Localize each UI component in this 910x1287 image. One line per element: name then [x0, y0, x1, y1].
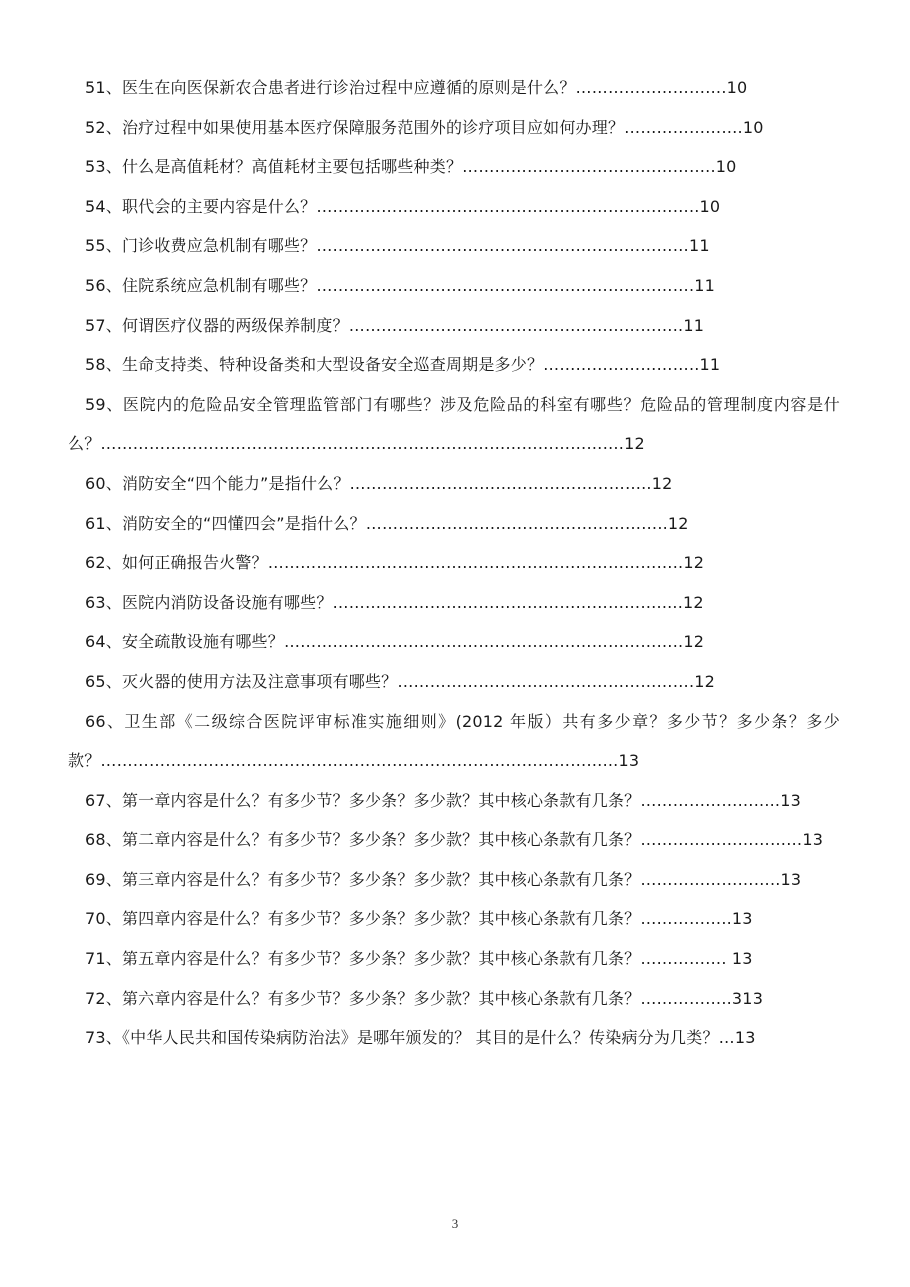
- toc-entry-55[interactable]: 55、门诊收费应急机制有哪些？……………………………………………………………11: [85, 236, 710, 256]
- toc-entry-67[interactable]: 67、第一章内容是什么？有多少节？多少条？多少款？其中核心条款有几条？………………….....13: [85, 790, 801, 810]
- toc-entry-61[interactable]: 61、消防安全的“四懂四会”是指什么？………………………………………………..12: [85, 513, 689, 533]
- toc-entry-56[interactable]: 56、住院系统应急机制有哪些？…………………………………………………………….11: [85, 275, 716, 295]
- toc-entry-73[interactable]: 73、《中华人民共和国传染病防治法》是哪年颁发的？ 其目的是什么？传染病分为几类？…13: [85, 1028, 756, 1048]
- toc-entry-62[interactable]: 62、如何正确报告火警？…………………………………………………………………..12: [85, 553, 705, 573]
- toc-entry-58[interactable]: 58、生命支持类、特种设备类和大型设备安全巡查周期是多少？………………………..11: [85, 355, 721, 375]
- toc-entry-71[interactable]: 71、第五章内容是什么？有多少节？多少条？多少款？其中核心条款有几条？……………. 13: [85, 949, 753, 969]
- toc-entry-53[interactable]: 53、什么是高值耗材？高值耗材主要包括哪些种类？………………………………………..10: [85, 157, 737, 177]
- toc-entry-72[interactable]: 72、第六章内容是什么？有多少节？多少条？多少款？其中核心条款有几条？……………..313: [85, 988, 764, 1008]
- toc-entry-63[interactable]: 63、医院内消防设备设施有哪些？…………………………………………………….....12: [85, 592, 704, 612]
- toc-entry-57[interactable]: 57、何谓医疗仪器的两级保养制度？……………………………………………………..11: [85, 315, 705, 335]
- toc-entry-51[interactable]: 51、医生在向医保新农合患者进行诊治过程中应遵循的原则是什么？……………………….10: [85, 78, 748, 97]
- toc-entry-64[interactable]: 64、安全疏散设施有哪些？………………………………………………………………..12: [85, 632, 705, 652]
- toc-entry-69[interactable]: 69、第三章内容是什么？有多少节？多少条？多少款？其中核心条款有几条？……………………..13: [85, 869, 802, 889]
- toc-entry-59[interactable]: 59、医院内的危险品安全管理监管部门有哪些？涉及危险品的科室有哪些？危险品的管理制度内容是什么？…………………………………………………………………………………….12: [68, 394, 840, 454]
- toc-entry-68[interactable]: 68、第二章内容是什么？有多少节？多少条？多少款？其中核心条款有几条？…………………………13: [85, 830, 824, 850]
- toc-entry-60[interactable]: 60、消防安全“四个能力”是指什么？………………………………………………..12: [85, 473, 673, 493]
- page-number: 3: [451, 1216, 459, 1231]
- toc-entry-65[interactable]: 65、灭火器的使用方法及注意事项有哪些？……………………………………………….12: [85, 671, 716, 691]
- toc-entry-70[interactable]: 70、第四章内容是什么？有多少节？多少条？多少款？其中核心条款有几条？……………..13: [85, 909, 753, 929]
- table-of-contents: [68, 68, 840, 1058]
- toc-entry-52[interactable]: 52、治疗过程中如果使用基本医疗保障服务范围外的诊疗项目应如何办理？………………….10: [85, 117, 764, 137]
- toc-entry-66[interactable]: 66、卫生部《二级综合医院评审标准实施细则》(2012 年版）共有多少章？多少节？多少条？多少款？…………………………………………………………………………………...13: [68, 711, 840, 771]
- toc-entry-54[interactable]: 54、职代会的主要内容是什么？……………………………………………………………..10: [85, 196, 721, 216]
